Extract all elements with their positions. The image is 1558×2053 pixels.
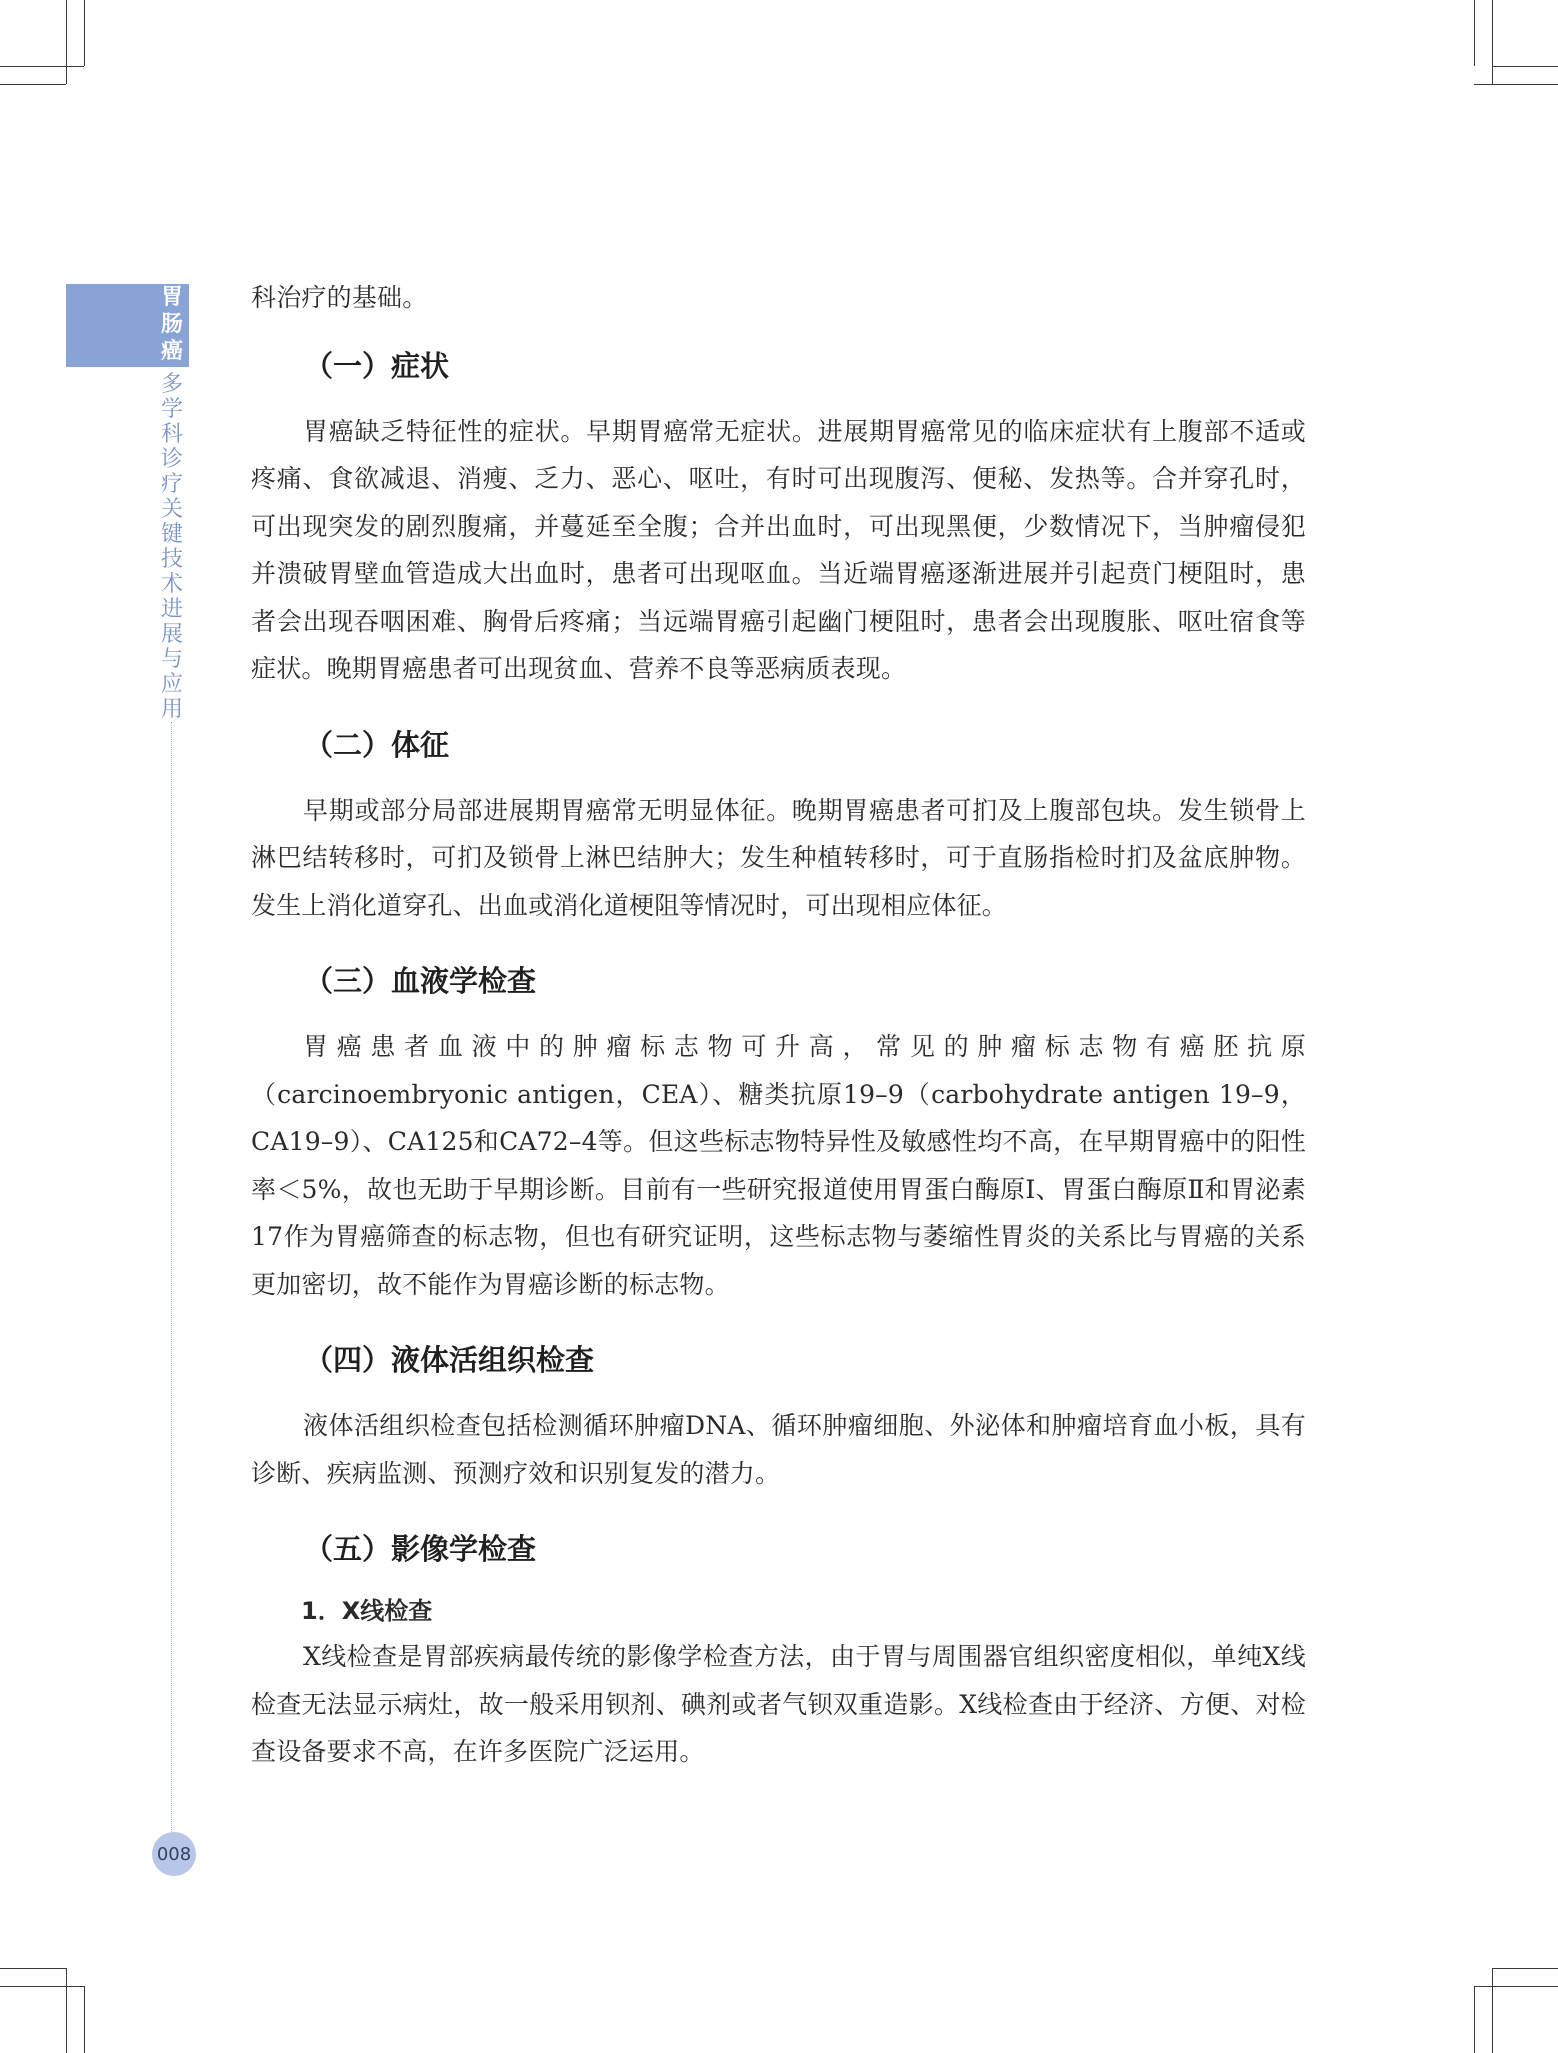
crop-mark	[66, 1968, 67, 2053]
paragraph: 胃癌缺乏特征性的症状。早期胃癌常无症状。进展期胃癌常见的临床症状有上腹部不适或疼痛、食欲减退、消瘦、乏力、恶心、呕吐，有时可出现腹泻、便秘、发热等。合并穿孔时，可出现突发的剧烈腹痛，并蔓延至全腹；合并出血时，可出现黑便，少数情况下，当肿瘤侵犯并溃破胃壁血管造成大出血时，患者可出现呕血。当近端胃癌逐渐进展并引起贲门梗阻时，患者会出现吞咽困难、胸骨后疼痛；当远端胃癌引起幽门梗阻时，患者会出现腹胀、呕吐宿食等症状。晚期胃癌患者可出现贫血、营养不良等恶病质表现。	[251, 416, 1306, 683]
subtitle-char: 与	[160, 647, 183, 672]
subtitle-char: 学	[160, 397, 183, 422]
subtitle-char: 诊	[160, 447, 183, 472]
section-heading-symptoms: （一）症状	[304, 348, 450, 383]
section-heading-imaging: （五）影像学检查	[304, 1532, 537, 1566]
page-body	[251, 274, 1306, 1776]
section-heading-liquid-biopsy: （四）液体活组织检查	[304, 1343, 595, 1377]
subtitle-char: 键	[160, 522, 183, 547]
subtitle-char: 展	[160, 622, 183, 647]
paragraph: 胃癌患者血液中的肿瘤标志物可升高，常见的肿瘤标志物有癌胚抗原（carcinoembryonic antigen，CEA）、糖类抗原19–9（carbohydrate antigen 19–9，CA19–9）、CA125和CA72–4等。但这些标志物特异性及敏感性均不高，在早期胃癌中的阳性率＜5%，故也无助于早期诊断。目前有一些研究报道使用胃蛋白酶原Ⅰ、胃蛋白酶原Ⅱ和胃泌素17作为胃癌筛查的标志物，但也有研究证明，这些标志物与萎缩性胃炎的关系比与胃癌的关系更加密切，故不能作为胃癌诊断的标志物。	[251, 1032, 1306, 1299]
crop-mark	[1474, 1986, 1558, 1987]
crop-mark	[1492, 66, 1558, 67]
crop-mark	[1474, 0, 1475, 66]
book-subtitle-vertical	[154, 372, 190, 722]
crop-mark	[0, 1968, 66, 1969]
subtitle-char: 疗	[160, 472, 183, 497]
crop-mark	[0, 1986, 84, 1987]
section-heading-blood-tests: （三）血液学检查	[304, 964, 537, 998]
subtitle-char: 科	[160, 422, 183, 447]
chapter-tab-char: 肠	[160, 312, 183, 337]
crop-mark	[1474, 1986, 1475, 2053]
crop-mark	[84, 0, 85, 66]
crop-mark	[1492, 1968, 1558, 1969]
paragraph: 早期或部分局部进展期胃癌常无明显体征。晚期胃癌患者可扪及上腹部包块。发生锁骨上淋巴结转移时，可扪及锁骨上淋巴结肿大；发生种植转移时，可于直肠指检时扪及盆底肿物。发生上消化道穿孔、出血或消化道梗阻等情况时，可出现相应体征。	[251, 795, 1306, 920]
paragraph: X线检查是胃部疾病最传统的影像学检查方法，由于胃与周围器官组织密度相似，单纯X线检查无法显示病灶，故一般采用钡剂、碘剂或者气钡双重造影。X线检查由于经济、方便、对检查设备要求不高，在许多医院广泛运用。	[251, 1642, 1306, 1766]
section-heading-signs: （二）体征	[304, 727, 450, 762]
subtitle-char: 技	[160, 547, 183, 572]
subtitle-char: 用	[160, 697, 183, 722]
chapter-tab-char: 胃	[160, 285, 183, 310]
subtitle-char: 关	[160, 497, 183, 522]
chapter-tab-label	[154, 284, 190, 367]
subtitle-char: 多	[160, 372, 183, 397]
subtitle-char: 术	[160, 572, 183, 597]
chapter-tab-char: 癌	[160, 339, 183, 364]
crop-mark	[1474, 84, 1558, 85]
crop-mark	[84, 1986, 85, 2053]
subtitle-char: 应	[160, 672, 183, 697]
crop-mark	[0, 66, 84, 67]
intro-line: 科治疗的基础。	[251, 283, 428, 312]
sidebar-divider	[171, 722, 172, 1834]
subtitle-char: 进	[160, 597, 183, 622]
crop-mark	[1492, 1968, 1493, 2053]
page-number: 008	[152, 1832, 196, 1876]
subsection-heading-xray: 1．X线检查	[301, 1597, 433, 1625]
paragraph: 液体活组织检查包括检测循环肿瘤DNA、循环肿瘤细胞、外泌体和肿瘤培育血小板，具有诊断、疾病监测、预测疗效和识别复发的潜力。	[251, 1411, 1306, 1488]
crop-mark	[0, 84, 66, 85]
crop-mark	[1492, 0, 1493, 84]
crop-mark	[66, 0, 67, 84]
